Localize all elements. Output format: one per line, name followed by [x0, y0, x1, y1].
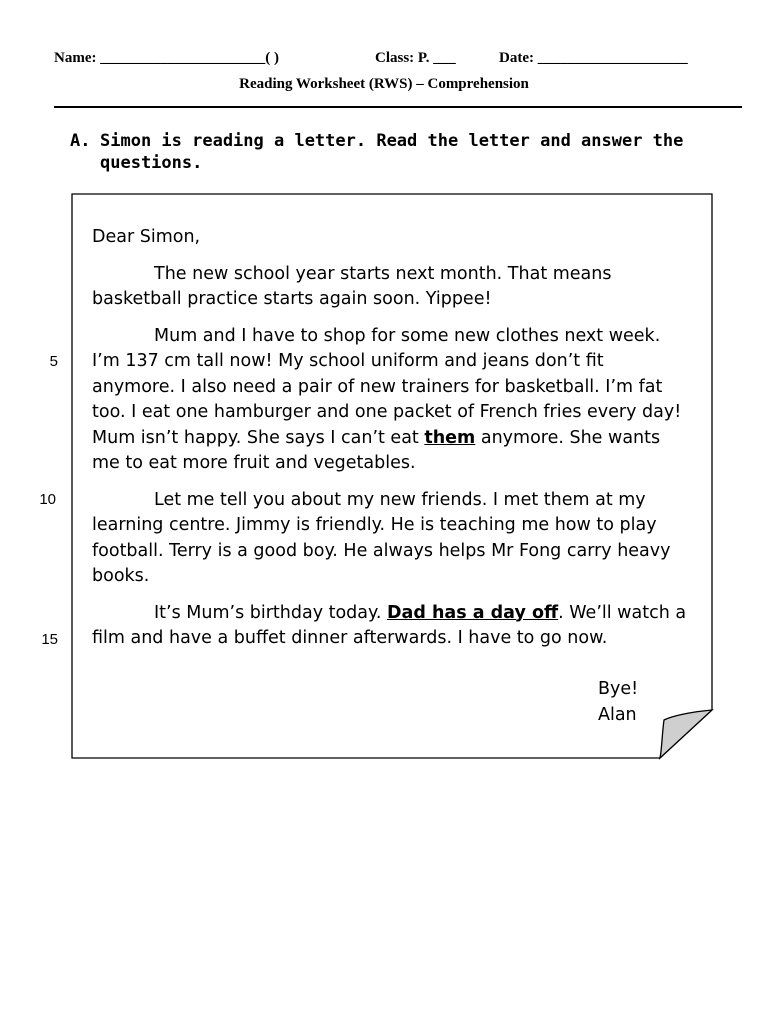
letter-paragraph-4: It’s Mum’s birthday today. Dad has a day off. We’ll watch a film and have a buffet dinner afterwards. I have to go now. — [92, 602, 687, 648]
section-label: A. — [70, 131, 91, 151]
letter-paragraph-2: Mum and I have to shop for some new clothes next week. I’m 137 cm tall now! My school uniform and jeans don’t fit anymore. I also need a pair of new trainers for basketball. I’m fat too. I eat one hamburger and one packet of French fries every day! Mum isn’t happy. She says I can’t eat them anymore. She wants me to eat more fruit and vegetables. — [92, 325, 682, 473]
letter-body — [92, 225, 692, 652]
letter-signoff — [598, 676, 638, 728]
worksheet-subtitle: Reading Worksheet (RWS) – Comprehension — [239, 76, 529, 92]
letter-signature: Alan — [598, 705, 637, 725]
letter-closing: Bye! — [598, 679, 639, 699]
date-field: Date: ____________________ — [499, 50, 688, 66]
underlined-word-them: them — [424, 427, 476, 448]
line-number: 15 — [41, 631, 58, 648]
letter-greeting: Dear Simon, — [92, 227, 201, 247]
letter-paragraph-3: Let me tell you about my new friends. I met them at my learning centre. Jimmy is friendly. He is teaching me how to play football. Terry is a good boy. He always helps Mr Fong carry heavy books. — [92, 489, 671, 586]
underlined-phrase-day-off: Dad has a day off — [387, 602, 559, 623]
instruction-text: Simon is reading a letter. Read the letter and answer the questions. — [100, 131, 684, 173]
class-field: Class: P. ___ — [375, 50, 456, 66]
name-field: Name: ______________________( ) — [54, 50, 279, 66]
line-number: 10 — [39, 491, 56, 508]
letter-paragraph-1: The new school year starts next month. That means basketball practice starts again soon. Yippee! — [92, 263, 612, 309]
line-number: 5 — [49, 353, 58, 370]
